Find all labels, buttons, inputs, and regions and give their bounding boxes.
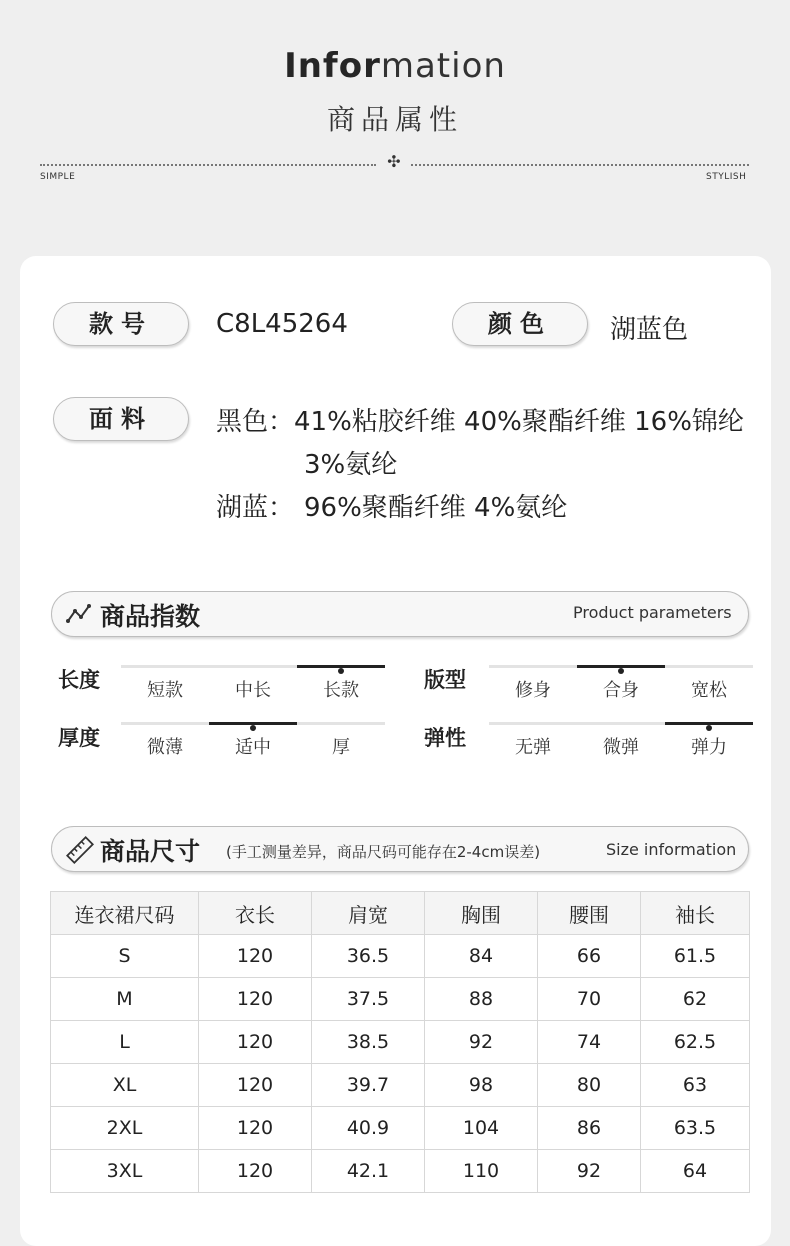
table-cell: 37.5 (312, 978, 425, 1021)
table-cell: 86 (538, 1107, 641, 1150)
fabric-line-black-cont: 3%氨纶 (304, 450, 398, 480)
table-cell: 70 (538, 978, 641, 1021)
style-no-value: C8L45264 (216, 309, 348, 339)
col-header: 胸围 (425, 892, 538, 935)
param-option: 中长 (235, 680, 271, 701)
size-title: 商品尺寸 (100, 837, 201, 866)
table-row (51, 978, 750, 1021)
fabric-line-blue: 96%聚酯纤维 4%氨纶 (304, 493, 568, 523)
size-subtitle-en: Size information (606, 840, 737, 859)
params-title: 商品指数 (100, 602, 201, 631)
params-subtitle-en: Product parameters (573, 603, 732, 622)
param-label: 厚度 (58, 726, 100, 750)
info-title (0, 44, 790, 88)
info-subtitle: 商品属性 (326, 103, 463, 136)
divider-left (40, 164, 376, 166)
table-cell: 36.5 (312, 935, 425, 978)
param-option: 合身 (603, 680, 639, 701)
tag-stylish: STYLISH (706, 172, 747, 182)
param-selected-dot (706, 725, 712, 731)
color-value: 湖蓝色 (610, 315, 689, 345)
param-option: 无弹 (515, 737, 551, 758)
col-header: 腰围 (538, 892, 641, 935)
table-row (51, 1150, 750, 1193)
param-option: 修身 (515, 680, 551, 701)
table-cell: 120 (199, 1064, 312, 1107)
table-cell: L (51, 1021, 199, 1064)
table-cell: 38.5 (312, 1021, 425, 1064)
fabric-line-blue-prefix: 湖蓝： (216, 493, 295, 523)
divider-right (411, 164, 749, 166)
param-option: 微弹 (603, 737, 639, 758)
param-label: 版型 (424, 668, 466, 692)
param-option: 弹力 (691, 737, 727, 758)
table-cell: 3XL (51, 1150, 199, 1193)
fabric-label: 面料 (53, 397, 189, 441)
col-header: 肩宽 (312, 892, 425, 935)
table-cell: 120 (199, 935, 312, 978)
param-selected-dot (338, 668, 344, 674)
table-cell: 98 (425, 1064, 538, 1107)
table-cell: 42.1 (312, 1150, 425, 1193)
style-no-label: 款号 (53, 302, 189, 346)
table-cell: XL (51, 1064, 199, 1107)
size-table (50, 891, 750, 1193)
col-header: 连衣裙尺码 (51, 892, 199, 935)
table-cell: 66 (538, 935, 641, 978)
table-row (51, 1021, 750, 1064)
fabric-line-black: 黑色：41%粘胶纤维 40%聚酯纤维 16%锦纶 (216, 407, 744, 437)
col-header: 衣长 (199, 892, 312, 935)
table-cell: 92 (538, 1150, 641, 1193)
table-cell: 62 (641, 978, 750, 1021)
info-title-bold: Infor (284, 46, 381, 86)
table-cell: M (51, 978, 199, 1021)
table-cell: 2XL (51, 1107, 199, 1150)
table-cell: 61.5 (641, 935, 750, 978)
table-cell: 120 (199, 1150, 312, 1193)
table-cell: 84 (425, 935, 538, 978)
param-option: 厚 (332, 737, 350, 758)
tag-simple: SIMPLE (40, 172, 76, 182)
table-cell: 110 (425, 1150, 538, 1193)
size-table-header (51, 892, 750, 935)
table-cell: 63 (641, 1064, 750, 1107)
table-cell: 80 (538, 1064, 641, 1107)
trend-line-icon (66, 603, 92, 625)
table-cell: 104 (425, 1107, 538, 1150)
param-option: 微薄 (147, 737, 183, 758)
table-row (51, 935, 750, 978)
param-option: 适中 (235, 737, 271, 758)
table-cell: 88 (425, 978, 538, 1021)
table-cell: 120 (199, 978, 312, 1021)
col-header: 袖长 (641, 892, 750, 935)
info-title-light: mation (380, 46, 506, 86)
table-cell: 62.5 (641, 1021, 750, 1064)
table-cell: S (51, 935, 199, 978)
param-selected-dot (618, 668, 624, 674)
param-label: 长度 (58, 668, 100, 692)
table-cell: 39.7 (312, 1064, 425, 1107)
param-option: 宽松 (691, 680, 727, 701)
table-cell: 92 (425, 1021, 538, 1064)
param-selected-dot (250, 725, 256, 731)
table-cell: 120 (199, 1107, 312, 1150)
table-cell: 74 (538, 1021, 641, 1064)
table-cell: 63.5 (641, 1107, 750, 1150)
table-cell: 64 (641, 1150, 750, 1193)
param-label: 弹性 (424, 726, 466, 750)
size-note: (手工测量差异，商品尺码可能存在2-4cm误差) (226, 843, 541, 861)
table-cell: 40.9 (312, 1107, 425, 1150)
table-row (51, 1064, 750, 1107)
ruler-icon (66, 836, 94, 864)
param-option: 长款 (323, 680, 359, 701)
table-cell: 120 (199, 1021, 312, 1064)
param-option: 短款 (147, 680, 183, 701)
color-label: 颜色 (452, 302, 588, 346)
cross-arrows-icon: ✣ (387, 152, 401, 171)
table-row (51, 1107, 750, 1150)
